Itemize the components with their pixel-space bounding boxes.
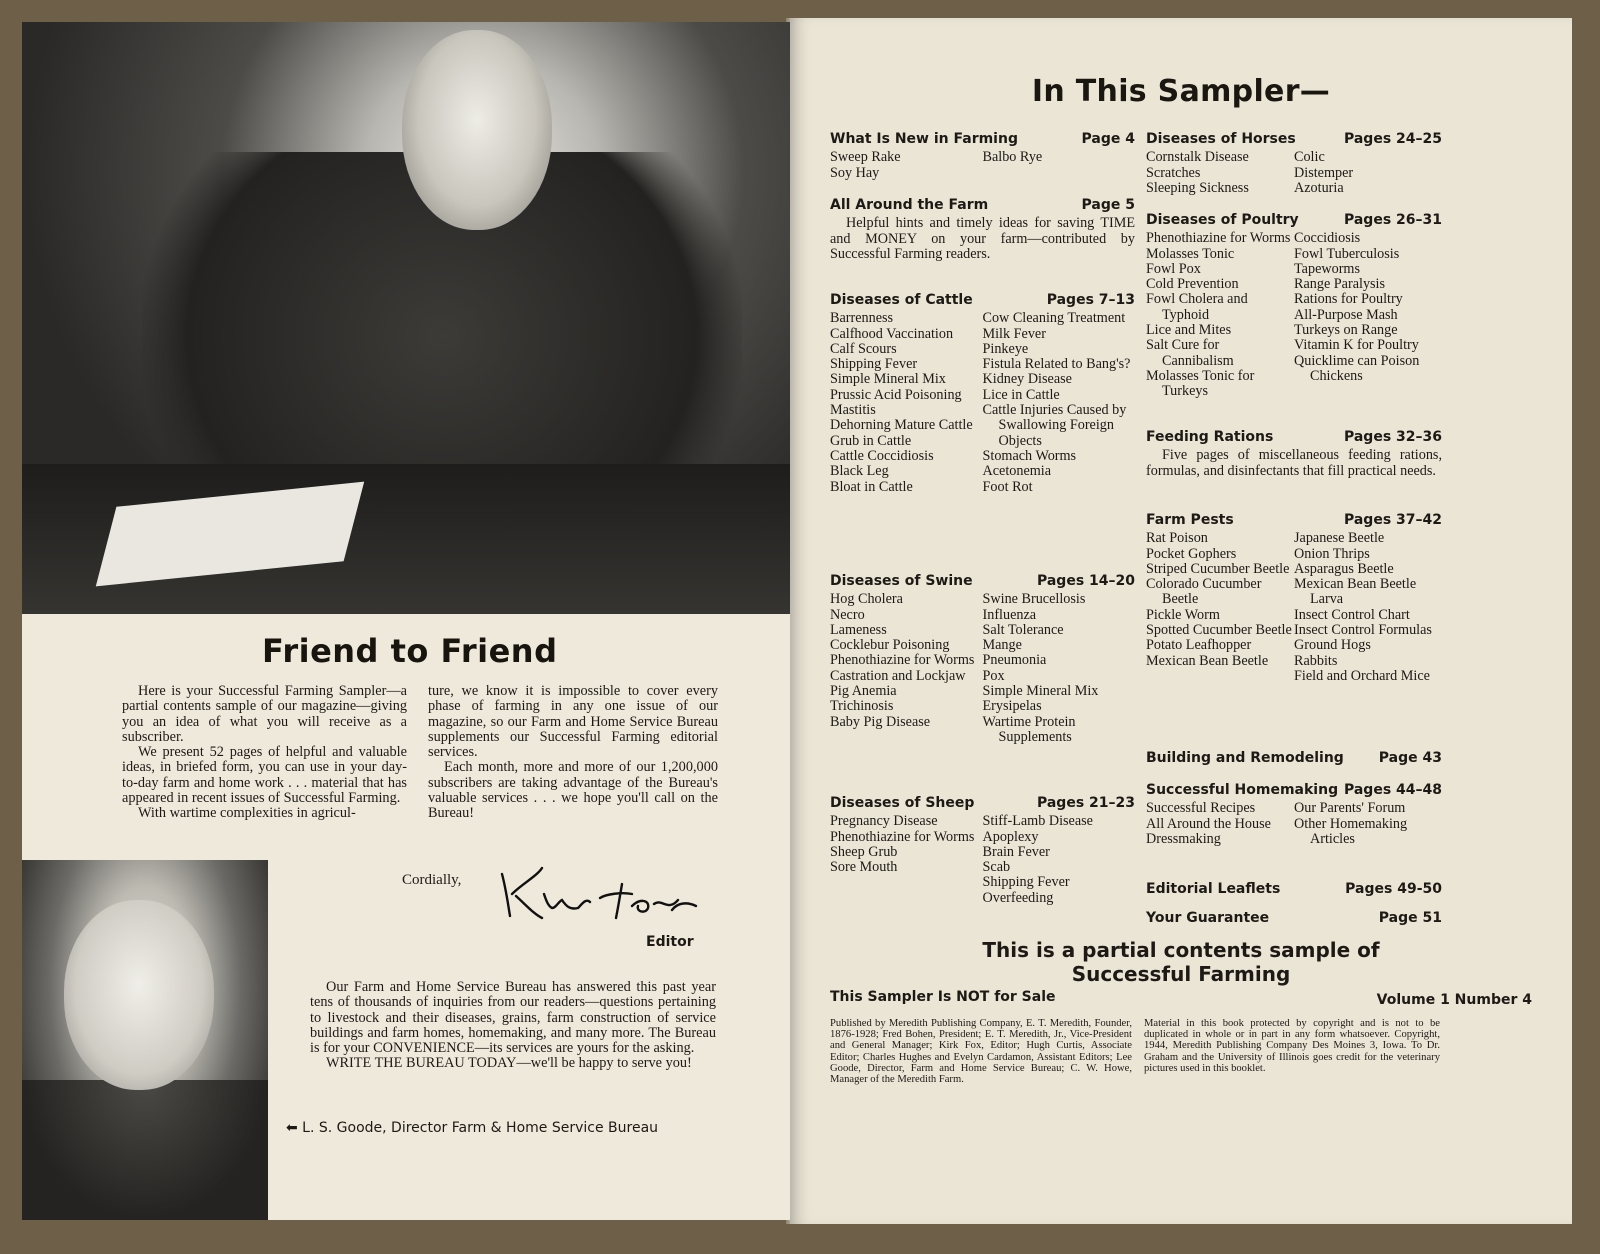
- section-page: Pages 37–42: [1343, 512, 1442, 528]
- list-item: Prussic Acid Poisoning: [830, 386, 962, 403]
- list-item: Other Homemaking Articles: [1294, 815, 1408, 847]
- section-building: [1146, 751, 1442, 769]
- list-item: Vitamin K for Poultry: [1294, 337, 1419, 354]
- list-item: Cattle Coccidiosis: [830, 447, 934, 464]
- intro-paragraph: We present 52 pages of helpful and valuable ideas, in briefed form, you can use in your day-to-day farm and home work . . . material that has appeared in recent issues of Successful Farming.: [122, 744, 407, 807]
- list-item: All Around the House: [1146, 815, 1271, 832]
- list-item: Turkeys on Range: [1294, 322, 1398, 339]
- section-item-columns: [830, 592, 1135, 745]
- list-item: Distemper: [1294, 164, 1354, 181]
- list-item: All-Purpose Mash: [1294, 306, 1398, 323]
- list-item: Mexican Bean Beetle Larva: [1294, 576, 1417, 608]
- list-item: Dehorning Mature Cattle: [830, 417, 973, 434]
- section-horses: [1146, 132, 1442, 196]
- list-item: Coccidiosis: [1294, 230, 1361, 247]
- list-item: Range Paralysis: [1294, 276, 1386, 293]
- list-item: Asparagus Beetle: [1294, 560, 1394, 577]
- section-column-2: [1294, 801, 1442, 847]
- intro-paragraph: Here is your Successful Farming Sampler—a partial contents sample of our magazine—giving you an idea of what you will receive as a subscriber.: [122, 683, 407, 745]
- list-item: Colorado Cucumber Beetle: [1146, 576, 1262, 608]
- not-for-sale-notice: This Sampler Is NOT for Sale: [830, 989, 1056, 1005]
- list-item: Fistula Related to Bang's?: [982, 356, 1131, 373]
- list-item: Scab: [982, 859, 1011, 876]
- list-item: Rations for Poultry: [1294, 291, 1403, 308]
- list-item: Grub in Cattle: [830, 432, 912, 449]
- list-item: Necro: [830, 606, 865, 623]
- section-title: Diseases of Poultry: [1146, 212, 1299, 228]
- director-body: [22, 1080, 268, 1220]
- list-item: Wartime Protein Supplements: [982, 713, 1076, 745]
- list-item: Apoplexy: [982, 828, 1039, 845]
- list-item: Baby Pig Disease: [830, 713, 931, 730]
- list-item: Fowl Pox: [1146, 260, 1201, 277]
- list-item: Pox: [982, 667, 1005, 684]
- editor-photo: [22, 22, 790, 614]
- list-item: Salt Tolerance: [982, 621, 1064, 638]
- list-item: Phenothiazine for Worms: [830, 652, 975, 669]
- section-column-1: [830, 814, 983, 906]
- list-item: Fowl Cholera and Typhoid: [1146, 291, 1248, 323]
- list-item: Cold Prevention: [1146, 276, 1239, 293]
- list-item: Erysipelas: [982, 698, 1042, 715]
- list-item: Pig Anemia: [830, 683, 897, 700]
- list-item: Molasses Tonic: [1146, 245, 1235, 262]
- list-item: Lice and Mites: [1146, 322, 1232, 339]
- volume-number: Volume 1 Number 4: [1376, 992, 1532, 1008]
- list-item: Sheep Grub: [830, 843, 898, 860]
- list-item: Stomach Worms: [982, 447, 1077, 464]
- list-item: Insect Control Chart: [1294, 606, 1410, 623]
- list-item: Cow Cleaning Treatment: [982, 310, 1126, 327]
- section-item-columns: [1146, 150, 1442, 196]
- editor-signature: [482, 854, 722, 924]
- list-item: Mange: [982, 637, 1022, 654]
- section-page: Page 5: [1081, 197, 1135, 213]
- list-item: Milk Fever: [982, 325, 1046, 342]
- list-item: Mexican Bean Beetle: [1146, 652, 1269, 669]
- section-item-columns: [830, 814, 1135, 906]
- section-title: Building and Remodeling: [1146, 750, 1344, 766]
- list-item: Lameness: [830, 621, 887, 638]
- list-item: Black Leg: [830, 463, 889, 480]
- section-pests: [1146, 513, 1442, 684]
- list-item: Shipping Fever: [982, 874, 1070, 891]
- section-item-columns: [1146, 531, 1442, 684]
- friend-to-friend-title: Friend to Friend: [262, 632, 558, 670]
- list-item: Spotted Cucumber Beetle: [1146, 622, 1292, 639]
- section-guarantee: [1146, 911, 1442, 929]
- right-page: [790, 18, 1572, 1224]
- intro-column-1: [122, 684, 407, 822]
- list-item: Hog Cholera: [830, 591, 903, 608]
- sampler-title: In This Sampler—: [1031, 74, 1331, 109]
- list-item: Phenothiazine for Worms: [830, 828, 975, 845]
- list-item: Japanese Beetle: [1294, 530, 1385, 547]
- section-page: Page 4: [1081, 131, 1135, 147]
- bureau-paragraph: Our Farm and Home Service Bureau has answered this past year tens of thousands of inquiries from our readers—questions pertaining to livestock and their diseases, grains, farm construction of service buildings and farm homes, homemaking, and many more. The Bureau is for your CONVENIENCE—its services are yours for the asking.: [310, 979, 716, 1057]
- list-item: Balbo Rye: [982, 149, 1043, 166]
- director-face: [64, 900, 214, 1090]
- section-column-2: [983, 150, 1136, 181]
- list-item: Lice in Cattle: [982, 386, 1060, 403]
- bureau-paragraph: WRITE THE BUREAU TODAY—we'll be happy to serve you!: [326, 1055, 692, 1072]
- section-title: Diseases of Horses: [1146, 131, 1296, 147]
- list-item: Castration and Lockjaw: [830, 667, 966, 684]
- list-item: Shipping Fever: [830, 356, 918, 373]
- list-item: Acetonemia: [982, 463, 1052, 480]
- editor-face: [402, 30, 552, 230]
- section-title: Diseases of Sheep: [830, 795, 975, 811]
- list-item: Our Parents' Forum: [1294, 800, 1406, 817]
- list-item: Salt Cure for Cannibalism: [1146, 337, 1234, 369]
- list-item: Swine Brucellosis: [982, 591, 1086, 608]
- section-page: Pages 32–36: [1343, 429, 1442, 445]
- list-item: Pregnancy Disease: [830, 813, 938, 830]
- section-homemaking: [1146, 783, 1442, 847]
- list-item: Tapeworms: [1294, 260, 1360, 277]
- list-item: Pinkeye: [982, 340, 1029, 357]
- list-item: Pickle Worm: [1146, 606, 1220, 623]
- section-title: Feeding Rations: [1146, 429, 1274, 445]
- section-leaflets: [1146, 882, 1442, 900]
- section-title: What Is New in Farming: [830, 131, 1018, 147]
- list-item: Influenza: [982, 606, 1037, 623]
- headline-line-1: This is a partial contents sample of: [982, 938, 1380, 962]
- list-item: Quicklime can Poison Chickens: [1294, 352, 1420, 384]
- section-around-farm: [830, 198, 1135, 262]
- list-item: Sore Mouth: [830, 859, 898, 876]
- list-item: Sleeping Sickness: [1146, 179, 1249, 196]
- closing-word: Cordially,: [402, 872, 462, 888]
- list-item: Sweep Rake: [830, 149, 901, 166]
- left-page: [22, 22, 790, 1220]
- list-item: Scratches: [1146, 164, 1201, 181]
- section-page: Pages 49-50: [1345, 881, 1442, 897]
- list-item: Colic: [1294, 149, 1325, 166]
- intro-paragraph: ture, we know it is impossible to cover every phase of farming in any one issue of our magazine, so our Farm and Home Service Bureau supplements our Successful Farming editorial services.: [428, 683, 718, 761]
- section-item-columns: [1146, 231, 1442, 399]
- section-title: Successful Homemaking: [1146, 782, 1339, 798]
- director-photo: [22, 860, 268, 1220]
- list-item: Dressmaking: [1146, 830, 1221, 847]
- section-column-1: [1146, 801, 1294, 847]
- section-page: Page 43: [1378, 750, 1442, 766]
- intro-paragraph: With wartime complexities in agricul-: [138, 805, 356, 822]
- section-column-1: [1146, 531, 1294, 684]
- list-item: Brain Fever: [982, 843, 1050, 860]
- section-blurb: Helpful hints and timely ideas for saving TIME and MONEY on your farm—contributed by Successful Farming readers.: [830, 215, 1135, 262]
- list-item: Azoturia: [1294, 179, 1344, 196]
- list-item: Calf Scours: [830, 340, 897, 357]
- section-title: Diseases of Swine: [830, 573, 973, 589]
- section-title: Editorial Leaflets: [1146, 881, 1281, 897]
- list-item: Molasses Tonic for Turkeys: [1146, 367, 1255, 400]
- section-column-2: [1294, 531, 1442, 684]
- section-title: Farm Pests: [1146, 512, 1234, 528]
- editor-label: Editor: [646, 934, 694, 950]
- list-item: Bloat in Cattle: [830, 478, 913, 495]
- list-item: Successful Recipes: [1146, 800, 1256, 817]
- list-item: Mastitis: [830, 402, 876, 419]
- copyright-info: Material in this book protected by copyright and is not to be duplicated in whole or in part in any form whatsoever. Copyright, 1944, Meredith Publishing Company Des Moines 3, Iowa. To Dr. Graham and the University of Illinois goes credit for the veterinary pictures used in this booklet.: [1144, 1018, 1440, 1074]
- section-sheep: [830, 796, 1135, 906]
- section-title: Diseases of Cattle: [830, 292, 973, 308]
- list-item: Soy Hay: [830, 164, 880, 181]
- section-feeding: [1146, 430, 1442, 479]
- section-column-1: [1146, 231, 1294, 399]
- section-poultry: [1146, 213, 1442, 400]
- section-column-2: [1294, 150, 1442, 196]
- section-item-columns: [830, 311, 1135, 495]
- bureau-description: [310, 980, 716, 1072]
- list-item: Rat Poison: [1146, 530, 1208, 547]
- section-column-1: [830, 592, 983, 745]
- list-item: Rabbits: [1294, 652, 1338, 669]
- section-new-farming: [830, 132, 1135, 181]
- list-item: Barrenness: [830, 310, 894, 327]
- section-column-1: [830, 150, 983, 181]
- publisher-info: Published by Meredith Publishing Company, E. T. Meredith, Founder, 1876-1928; Fred Bohen, President; E. T. Meredith, Jr., Vice-President and General Manager; Kirk Fox, Editor; Hugh Curtis, Associate Editor; Charles Hughes and Evelyn Cardamon, Assistant Editors; Lee Goode, Director, Farm and Home Service Bureau; C. W. Howe, Manager of the Meredith Farm.: [830, 1018, 1132, 1086]
- list-item: Pocket Gophers: [1146, 545, 1237, 562]
- partial-contents-headline: [790, 938, 1572, 986]
- list-item: Cornstalk Disease: [1146, 149, 1249, 166]
- list-item: Insect Control Formulas: [1294, 622, 1432, 639]
- section-page: Pages 44–48: [1343, 782, 1442, 798]
- section-column-1: [830, 311, 983, 495]
- list-item: Cocklebur Poisoning: [830, 637, 950, 654]
- list-item: Stiff-Lamb Disease: [982, 813, 1093, 830]
- list-item: Fowl Tuberculosis: [1294, 245, 1400, 262]
- list-item: Ground Hogs: [1294, 637, 1371, 654]
- list-item: Striped Cucumber Beetle: [1146, 560, 1290, 577]
- section-column-1: [1146, 150, 1294, 196]
- list-item: Simple Mineral Mix: [830, 371, 946, 388]
- section-title: Your Guarantee: [1146, 910, 1270, 926]
- section-column-2: [983, 592, 1136, 745]
- section-blurb: Five pages of miscellaneous feeding rations, formulas, and disinfectants that fill practical needs.: [1146, 447, 1442, 479]
- section-page: Pages 26–31: [1343, 212, 1442, 228]
- list-item: Simple Mineral Mix: [982, 683, 1099, 700]
- section-swine: [830, 574, 1135, 745]
- section-title: All Around the Farm: [830, 197, 989, 213]
- section-page: Pages 7–13: [1046, 292, 1135, 308]
- list-item: Pneumonia: [982, 652, 1047, 669]
- section-page: Pages 21–23: [1036, 795, 1135, 811]
- list-item: Kidney Disease: [982, 371, 1072, 388]
- intro-paragraph: Each month, more and more of our 1,200,000 subscribers are taking advantage of the Bureau's valuable services . . . we hope you'll call on the Bureau!: [428, 759, 718, 822]
- list-item: Overfeeding: [982, 889, 1054, 906]
- section-column-2: [983, 814, 1136, 906]
- section-column-2: [983, 311, 1136, 495]
- list-item: Calfhood Vaccination: [830, 325, 954, 342]
- section-item-columns: [830, 150, 1135, 181]
- goode-photo-caption: ⬅ L. S. Goode, Director Farm & Home Service Bureau: [286, 1120, 659, 1136]
- section-page: Pages 24–25: [1343, 131, 1442, 147]
- section-page: Pages 14–20: [1036, 573, 1135, 589]
- list-item: Field and Orchard Mice: [1294, 667, 1430, 684]
- list-item: Potato Leafhopper: [1146, 637, 1252, 654]
- section-page: Page 51: [1378, 910, 1442, 926]
- list-item: Onion Thrips: [1294, 545, 1370, 562]
- list-item: Phenothiazine for Worms: [1146, 230, 1291, 247]
- list-item: Foot Rot: [982, 478, 1033, 495]
- section-item-columns: [1146, 801, 1442, 847]
- section-column-2: [1294, 231, 1442, 399]
- section-cattle: [830, 293, 1135, 495]
- intro-column-2: [428, 684, 718, 822]
- list-item: Trichinosis: [830, 698, 894, 715]
- list-item: Cattle Injuries Caused by Swallowing Foreign Objects: [982, 402, 1127, 449]
- headline-line-2: Successful Farming: [1071, 962, 1291, 986]
